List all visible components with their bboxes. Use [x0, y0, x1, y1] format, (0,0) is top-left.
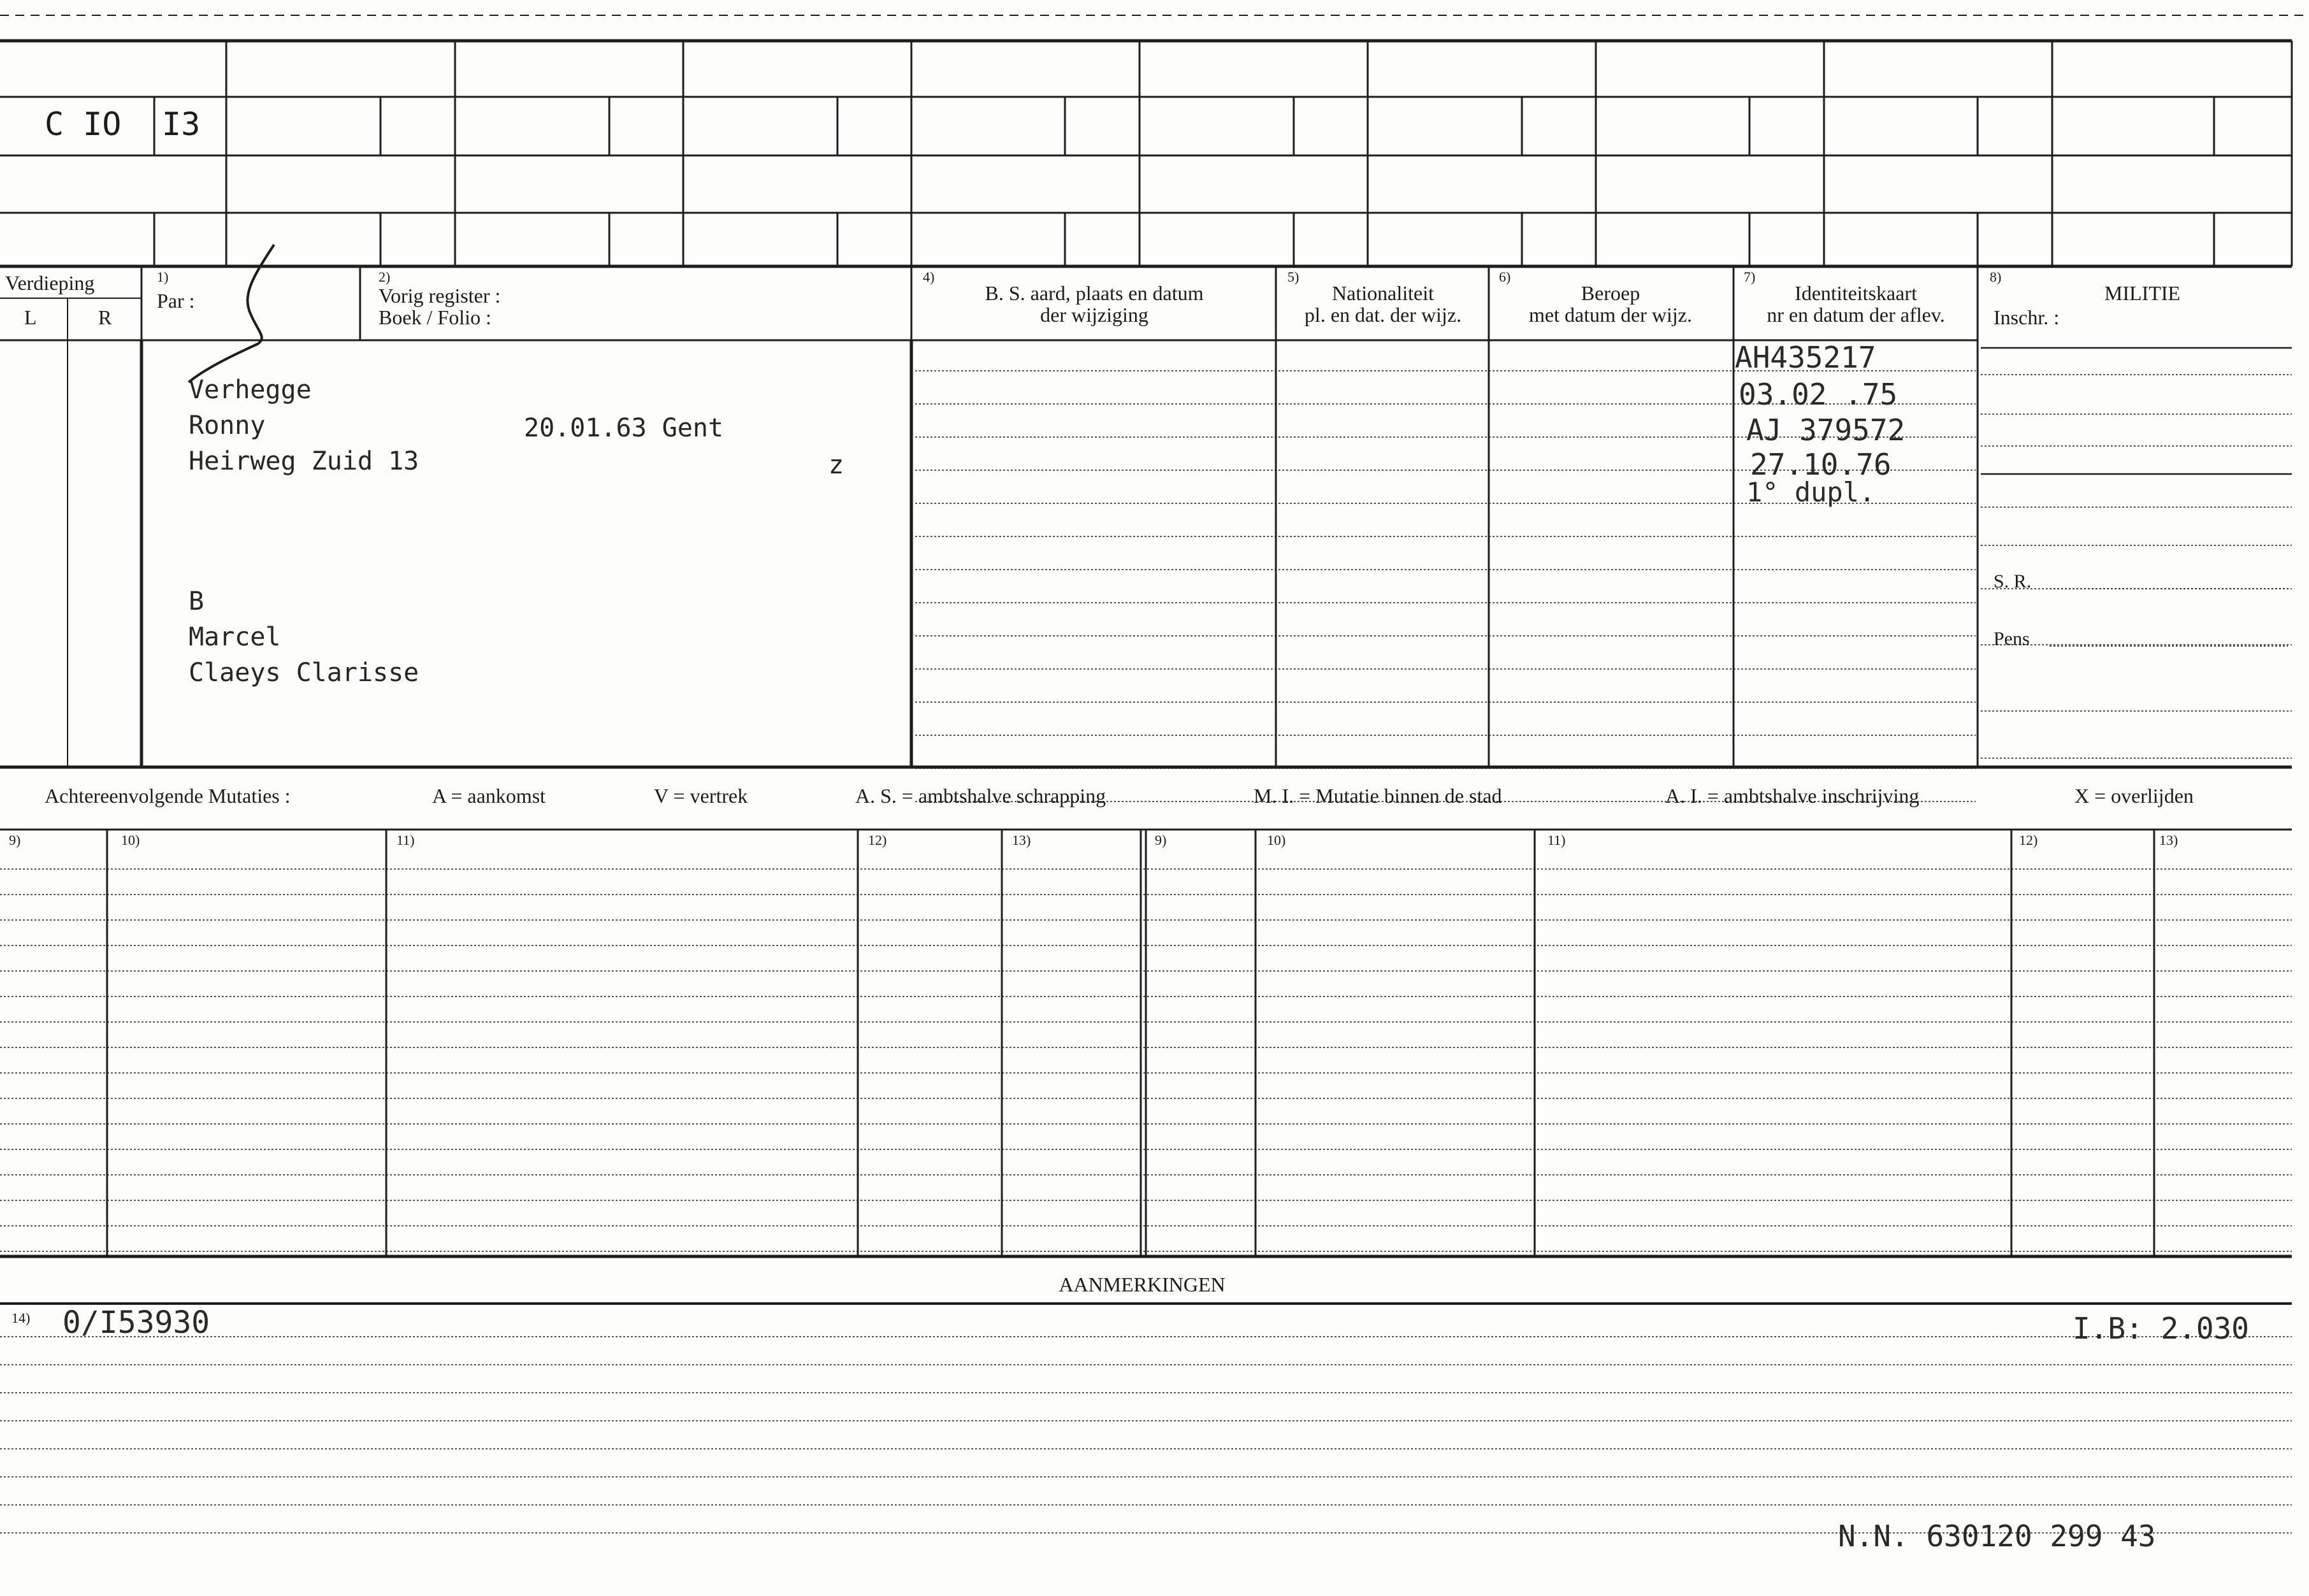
- mutation-col-13-left: 13): [1012, 832, 1031, 848]
- father-name: Marcel: [189, 622, 281, 652]
- bs-header-line2: der wijziging: [1040, 303, 1148, 326]
- field-number-14: 14): [11, 1310, 31, 1326]
- mutation-col-11-left: 11): [396, 832, 415, 848]
- inschr-label: Inschr. :: [1994, 306, 2060, 329]
- id-card-number-1: AH435217: [1735, 340, 1876, 375]
- bs-header-line1: B. S. aard, plaats en datum: [985, 282, 1204, 305]
- sr-label: S. R.: [1994, 571, 2032, 592]
- field-number-4: 4): [923, 269, 935, 285]
- parent-code: B: [189, 587, 205, 616]
- mother-name: Claeys Clarisse: [189, 658, 419, 687]
- field-number-7: 7): [1744, 269, 1756, 285]
- field-number-5: 5): [1287, 269, 1299, 285]
- par-label: Par :: [157, 289, 195, 312]
- verdieping-l-label: L: [24, 306, 37, 329]
- id-card-date-2: 27.10.76: [1750, 447, 1892, 482]
- mutation-col-9-left: 9): [9, 832, 21, 848]
- mutation-col-9-right: 9): [1155, 832, 1167, 848]
- aanmerkingen-title: AANMERKINGEN: [1059, 1273, 1226, 1296]
- militie-header: MILITIE: [2104, 282, 2181, 305]
- remarks-ib-number: I.B: 2.030: [2073, 1311, 2249, 1346]
- field-number-8: 8): [1990, 269, 2002, 285]
- legend-ambtshalve-inschrijving: A. I. = ambtshalve inschrijving: [1665, 784, 1920, 807]
- beroep-header-line1: Beroep: [1581, 282, 1640, 305]
- person-surname: Verhegge: [189, 375, 312, 405]
- mutation-col-12-right: 12): [2019, 832, 2038, 848]
- mutations-legend-title: Achtereenvolgende Mutaties :: [45, 784, 291, 807]
- boek-folio-label: Boek / Folio :: [379, 306, 491, 329]
- mutation-col-10-right: 10): [1267, 832, 1286, 848]
- identiteitskaart-header-line2: nr en datum der aflev.: [1767, 303, 1945, 326]
- mutation-col-13-right: 13): [2159, 832, 2178, 848]
- field-number-2: 2): [379, 269, 391, 285]
- verdieping-r-label: R: [98, 306, 112, 329]
- identiteitskaart-header-line1: Identiteitskaart: [1795, 282, 1917, 305]
- id-card-date-1: 03.02 .75: [1739, 377, 1898, 412]
- id-card-number-2: AJ 379572: [1746, 413, 1906, 447]
- person-mark: z: [829, 450, 844, 480]
- legend-vertrek: V = vertrek: [654, 784, 748, 807]
- mutation-col-10-left: 10): [121, 832, 140, 848]
- person-firstname: Ronny: [189, 411, 266, 440]
- legend-mutatie-binnen-stad: M. I. = Mutatie binnen de stad: [1254, 784, 1502, 807]
- register-number: I3: [162, 106, 201, 143]
- mutation-col-12-left: 12): [868, 832, 887, 848]
- nationaliteit-header-line1: Nationaliteit: [1332, 282, 1434, 305]
- legend-aankomst: A = aankomst: [432, 784, 546, 807]
- nationaliteit-header-line2: pl. en dat. der wijz.: [1304, 303, 1462, 326]
- id-card-duplicate-note: 1° dupl.: [1746, 477, 1876, 508]
- field-number-6: 6): [1499, 269, 1511, 285]
- vorig-register-label: Vorig register :: [379, 284, 501, 307]
- national-number: N.N. 630120 299 43: [1838, 1519, 2156, 1553]
- legend-overlijden: X = overlijden: [2074, 784, 2194, 807]
- field-number-1: 1): [157, 269, 169, 285]
- person-birth: 20.01.63 Gent: [524, 413, 724, 443]
- register-code: C IO: [45, 106, 122, 143]
- person-address: Heirweg Zuid 13: [189, 447, 419, 476]
- verdieping-label: Verdieping: [5, 271, 95, 294]
- remarks-reference: 0/I53930: [62, 1305, 210, 1341]
- pens-label: Pens: [1994, 628, 2030, 649]
- mutation-col-11-right: 11): [1547, 832, 1566, 848]
- beroep-header-line2: met datum der wijz.: [1529, 303, 1692, 326]
- legend-ambtshalve-schrapping: A. S. = ambtshalve schrapping: [855, 784, 1106, 807]
